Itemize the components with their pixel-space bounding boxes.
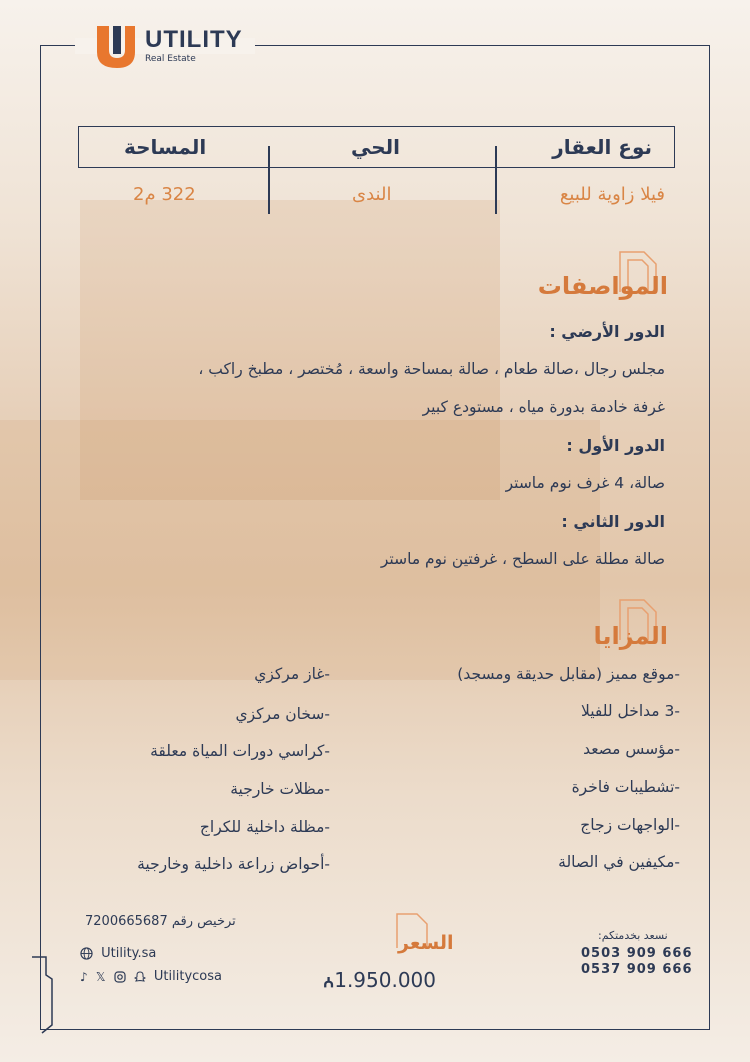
header-type: نوع العقار: [552, 135, 652, 159]
phone-2[interactable]: 0537 909 666: [581, 962, 693, 977]
price-value: 1.950.000: [334, 968, 437, 992]
second-floor-line: صالة مطلة على السطح ، غرفتين نوم ماستر: [380, 550, 665, 568]
contact-label: نسعد بخدمتكم:: [598, 929, 668, 942]
social-row: [80, 969, 222, 984]
ground-floor-line1: مجلس رجال ،صالة طعام ، صالة بمساحة واسعة ، مُختصر ، مطبخ راكب ،: [198, 360, 665, 378]
table-divider: [268, 146, 270, 214]
brand-logo: [95, 22, 243, 70]
website-link[interactable]: Utility.sa: [101, 946, 157, 961]
property-info-header: [78, 126, 675, 168]
feature-item: -مؤسس مصعد: [583, 740, 680, 758]
table-divider: [495, 146, 497, 214]
price-label: السعر: [398, 932, 454, 954]
features-title: المزايا: [593, 622, 668, 650]
feature-item: -مكيفين في الصالة: [558, 853, 680, 871]
feature-item: -الواجهات زجاج: [580, 816, 680, 834]
feature-item: -كراسي دورات المياة معلقة: [150, 742, 330, 760]
feature-item: -غاز مركزي: [254, 665, 330, 683]
feature-item: -3 مداخل للفيلا: [580, 702, 680, 720]
header-district: الحي: [351, 135, 401, 159]
frame-ornament-icon: [28, 955, 58, 1035]
snapchat-icon[interactable]: [134, 971, 146, 983]
ground-floor-label: الدور الأرضي :: [549, 322, 665, 341]
feature-item: -مظلات خارجية: [230, 780, 330, 798]
feature-item: -مظلة داخلية للكراج: [199, 818, 330, 836]
website-row[interactable]: [80, 946, 156, 961]
license-number: ترخيص رقم 7200665687: [85, 914, 236, 929]
phone-1[interactable]: 0503 909 666: [581, 946, 693, 961]
logo-mark-icon: [95, 22, 137, 70]
globe-icon: [80, 947, 93, 960]
value-type: فيلا زاوية للبيع: [559, 184, 665, 205]
price-row: [323, 968, 436, 993]
logo-name: UTILITY: [145, 26, 243, 53]
second-floor-label: الدور الثاني :: [561, 512, 665, 531]
value-district: الندى: [352, 184, 392, 205]
instagram-icon[interactable]: [114, 971, 126, 983]
logo-subtitle: Real Estate: [145, 54, 196, 64]
feature-item: -أحواض زراعة داخلية وخارجية: [137, 855, 330, 873]
ground-floor-line2: غرفة خادمة بدورة مياه ، مستودع كبير: [422, 398, 665, 416]
tiktok-icon[interactable]: ♪: [80, 969, 88, 984]
header-area: المساحة: [124, 135, 207, 159]
feature-item: -تشطيبات فاخرة: [571, 778, 680, 796]
social-handle[interactable]: Utilitycosa: [153, 969, 222, 984]
value-area: 322 م2: [133, 184, 196, 205]
x-icon[interactable]: 𝕏: [95, 969, 106, 984]
feature-item: -موقع مميز (مقابل حديقة ومسجد): [457, 665, 680, 683]
first-floor-label: الدور الأول :: [566, 436, 665, 455]
specs-title: المواصفات: [537, 272, 668, 300]
riyal-icon: ꭅ: [323, 971, 335, 992]
feature-item: -سخان مركزي: [235, 705, 330, 723]
first-floor-line: صالة، 4 غرف نوم ماستر: [505, 474, 665, 492]
